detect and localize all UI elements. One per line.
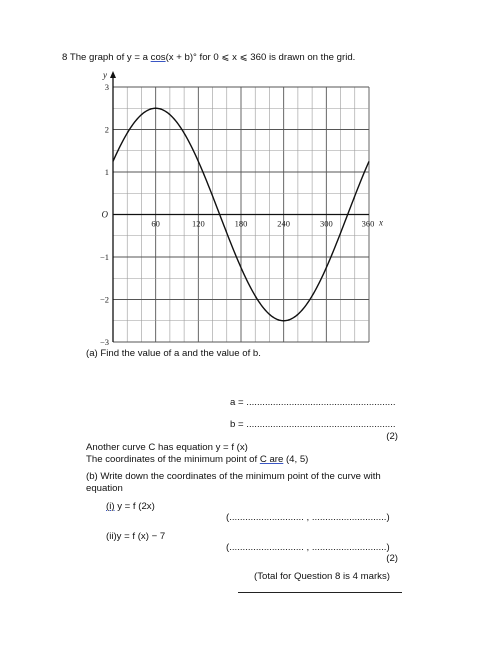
x-tick-label: 300	[319, 218, 333, 229]
part-b-i-number: (i)	[106, 501, 115, 512]
cos-link: cos	[150, 52, 166, 63]
x-axis-label: x	[379, 217, 383, 228]
part-a-prompt: (a) Find the value of a and the value of b.	[86, 348, 261, 359]
x-tick-label: 180	[234, 218, 248, 229]
part-b-prompt-line-2: equation	[86, 483, 123, 494]
y-tick-label: 2	[104, 124, 109, 135]
x-tick-label: 60	[151, 218, 160, 229]
part-b-prompt-line-1: (b) Write down the coordinates of the minimum point of the curve with	[86, 471, 381, 482]
x-tick-label: 360	[361, 218, 375, 229]
answer-b-label: b =	[230, 419, 247, 430]
total-marks: (Total for Question 8 is 4 marks)	[254, 571, 390, 582]
part-b-ii-answer[interactable]: (............................ , ............................)	[226, 542, 390, 553]
origin-label: O	[101, 209, 108, 220]
c-are-link: C are	[259, 454, 284, 465]
answer-b-dots: ........................................................	[246, 419, 396, 430]
answer-a-label: a =	[230, 397, 247, 408]
info-line-1: Another curve C has equation y = f (x)	[86, 442, 248, 453]
question-intro-after: (x + b)° for 0 ⩽ x ⩽ 360 is drawn on the grid.	[165, 52, 356, 63]
axes	[110, 71, 369, 342]
x-tick-label: 120	[191, 218, 205, 229]
part-b-marks: (2)	[386, 553, 398, 564]
y-axis-arrow-icon	[110, 71, 116, 78]
question-number: 8	[62, 52, 68, 63]
y-tick-label: 1	[104, 167, 109, 177]
part-b-i-equation	[106, 501, 155, 512]
question-intro-before: The graph of y = a	[69, 52, 151, 63]
y-axis-label: y	[103, 70, 107, 80]
part-b-i-eq: y = f (2x)	[114, 501, 155, 512]
part-a-marks: (2)	[386, 431, 398, 442]
info-line-2	[86, 454, 308, 465]
y-tick-label: −1	[99, 252, 109, 262]
part-b-i-answer[interactable]: (............................ , ............................)	[226, 512, 390, 523]
info-line-2-before: The coordinates of the minimum point of	[86, 454, 260, 465]
y-tick-label: 3	[104, 82, 109, 92]
y-tick-label: −3	[99, 337, 109, 347]
part-b-ii-equation: (ii)y = f (x) − 7	[106, 531, 166, 542]
answer-b-line[interactable]	[230, 419, 396, 430]
answer-a-dots: ........................................................	[246, 397, 396, 408]
y-tick-label: −2	[99, 294, 109, 305]
end-rule	[238, 592, 402, 593]
info-line-2-after: (4, 5)	[283, 454, 309, 465]
x-tick-label: 240	[277, 218, 291, 229]
answer-a-line[interactable]	[230, 397, 396, 408]
